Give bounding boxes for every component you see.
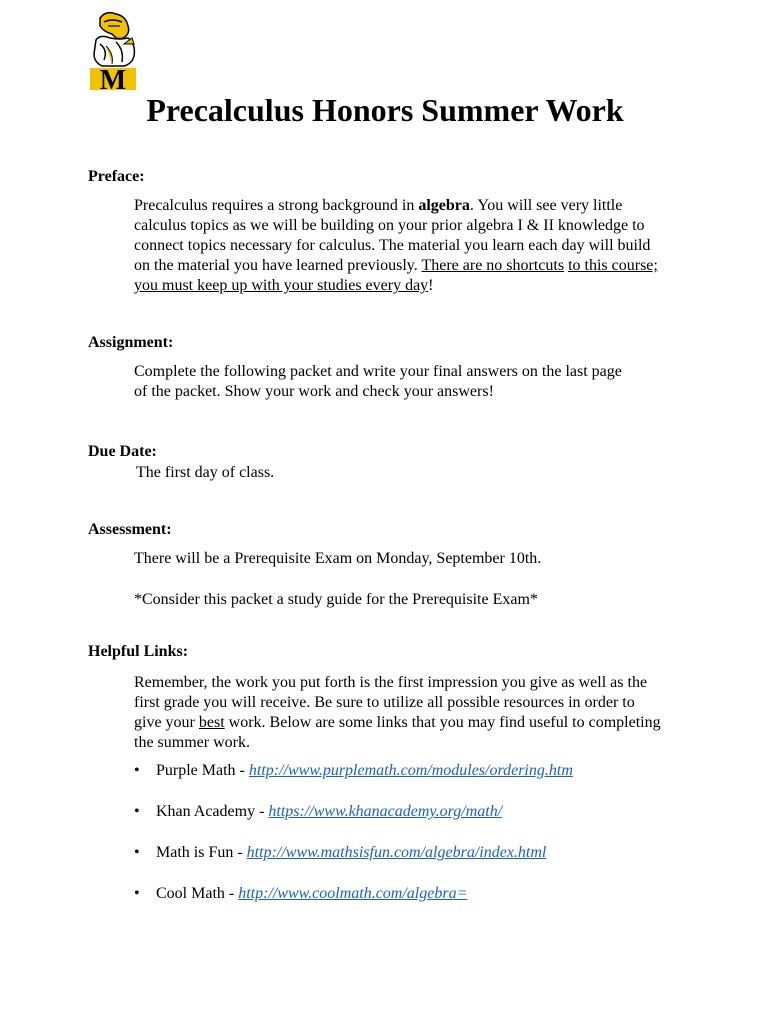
- due-date-heading: Due Date:: [88, 443, 157, 460]
- link-name: Cool Math -: [156, 885, 239, 902]
- link-name: Math is Fun -: [156, 844, 247, 861]
- assignment-paragraph: Complete the following packet and write your final answers on the last page of the packet. Show your work and check your answers!: [134, 363, 622, 400]
- assignment-heading: Assignment:: [88, 334, 174, 351]
- svg-text:M: M: [99, 65, 127, 92]
- assessment-exam-text: There will be a Prerequisite Exam on Monday, September 10th.: [134, 550, 542, 567]
- preface-heading: Preface:: [88, 168, 145, 185]
- mathsisfun-link[interactable]: http://www.mathsisfun.com/algebra/index.html: [246, 844, 547, 861]
- helpful-links-paragraph: Remember, the work you put forth is the first impression you give as well as the first grade you will receive. Be sure to utilize all possible resources in order to give your best work. Below are some links that you may find useful to completing the summer work.: [134, 674, 661, 751]
- bullet-icon: •: [134, 844, 140, 861]
- khanacademy-link[interactable]: https://www.khanacademy.org/math/: [268, 803, 503, 820]
- bullet-icon: •: [134, 885, 140, 902]
- list-item: [134, 842, 573, 883]
- mascot-icon: [86, 10, 140, 92]
- assessment-study-guide-text: *Consider this packet a study guide for the Prerequisite Exam*: [134, 591, 538, 608]
- list-item: [134, 883, 573, 924]
- link-name: Khan Academy -: [156, 803, 269, 820]
- helpful-links-heading: Helpful Links:: [88, 643, 189, 660]
- assessment-heading: Assessment:: [88, 521, 172, 538]
- due-date-text: The first day of class.: [136, 464, 275, 481]
- preface-paragraph: Precalculus requires a strong background in algebra. You will see very little calculus topics as we will be building on your prior algebra I & II knowledge to connect topics necessary for calculus. The material you learn each day will build on the material you have learned previously. There are no shortcuts to this course; you must keep up with your studies every day!: [134, 197, 658, 294]
- links-list: [134, 760, 573, 924]
- bullet-icon: •: [134, 803, 140, 820]
- bullet-icon: •: [134, 762, 140, 779]
- list-item: [134, 801, 573, 842]
- link-name: Purple Math -: [156, 762, 249, 779]
- page-title: Precalculus Honors Summer Work: [146, 92, 624, 128]
- purplemath-link[interactable]: http://www.purplemath.com/modules/ordering.htm: [248, 762, 573, 779]
- list-item: [134, 760, 573, 801]
- coolmath-link[interactable]: http://www.coolmath.com/algebra=: [238, 885, 468, 902]
- school-logo: [86, 10, 140, 92]
